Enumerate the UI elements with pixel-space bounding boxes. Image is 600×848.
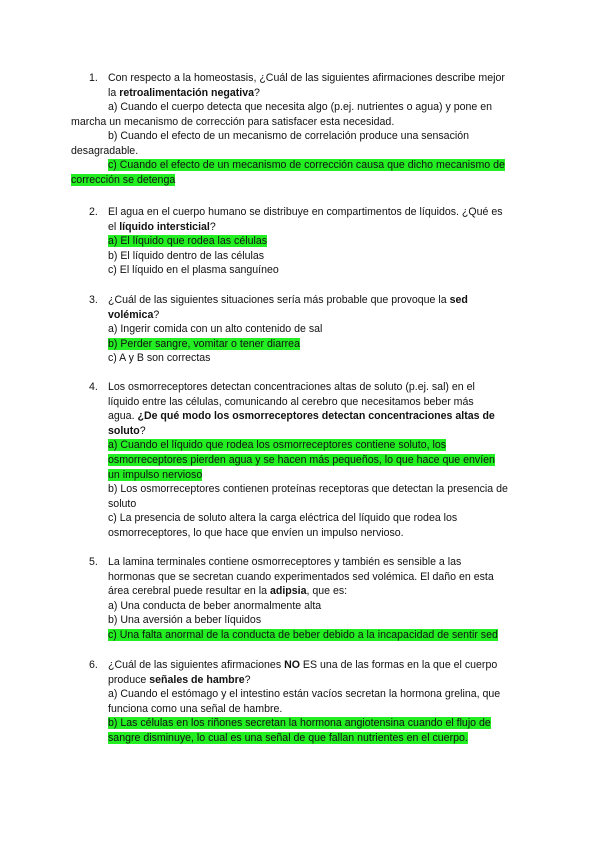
option-c-cont: osmorreceptores, lo que hace que envíen un impulso nervioso. [108,526,404,539]
question-stem: el líquido intersticial? [108,220,216,233]
question-number: 3. [89,294,98,306]
option-b-cont: sangre disminuye, lo cual es una señal de que fallan nutrientes en el cuerpo. [108,731,468,744]
option-c: c) La presencia de soluto altera la carga eléctrica del líquido que rodea los [108,512,458,525]
question-number: 1. [89,72,98,84]
option-b: b) Una aversión a beber líquidos [108,614,262,627]
option-a-cont: funciona como una señal de hambre. [108,702,283,715]
question-stem: hormonas que se secretan cuando experimentados sed volémica. El daño en esta [108,570,494,583]
question-stem: produce señales de hambre? [108,673,251,686]
negation-term: NO [284,659,300,671]
question-stem: ¿Cuál de las siguientes situaciones sería más probable que provoque la sed [108,294,468,306]
question-stem: área cerebral puede resultar en la adipsia, que es: [108,585,348,598]
option-a-correct: a) El líquido que rodea las células [108,235,268,248]
option-a: a) Cuando el estómago y el intestino están vacíos secretan la hormona grelina, que [108,688,501,701]
key-question: ¿De qué modo los osmorreceptores detectan concentraciones altas de [137,410,495,423]
question-2 [89,205,526,278]
question-5 [89,555,526,643]
question-number: 4. [89,381,98,393]
question-number: 5. [89,556,98,568]
question-stem: ¿Cuál de las siguientes afirmaciones NO ES una de las formas en la que el cuerpo [108,659,498,671]
question-stem: líquido entre las células, comunicando al cerebro que necesitamos beber más [108,395,474,408]
option-a-correct: a) Cuando el líquido que rodea los osmorreceptores contiene soluto, los [108,439,447,452]
option-a: a) Cuando el cuerpo detecta que necesita algo (p.ej. nutrientes o agua) y pone en [108,101,492,113]
option-a-cont: marcha un mecanismo de corrección para satisfacer esta necesidad. [71,115,395,128]
key-term: retroalimentación negativa [119,86,255,99]
option-b-correct: b) Perder sangre, vomitar o tener diarrea [108,337,300,350]
question-stem: volémica? [108,308,160,321]
option-b-cont: desagradable. [71,144,139,157]
question-stem: El agua en el cuerpo humano se distribuye en compartimentos de líquidos. ¿Qué es [108,206,503,218]
option-b-cont: soluto [108,497,137,510]
question-number: 6. [89,659,98,671]
question-stem: soluto? [108,424,146,437]
question-stem: Con respecto a la homeostasis, ¿Cuál de las siguientes afirmaciones describe mejor [108,72,505,84]
key-term: adipsia [269,585,307,598]
question-stem: agua. ¿De qué modo los osmorreceptores detectan concentraciones altas de [108,410,495,423]
key-term: señales de hambre [149,673,245,686]
question-stem: La lamina terminales contiene osmorreceptores y también es sensible a las [108,556,462,568]
option-a-cont: osmorreceptores pierden agua y se hacen más pequeños, lo que hace que envíen [108,453,495,466]
question-3 [89,293,526,366]
option-c: c) El líquido en el plasma sanguíneo [108,264,279,277]
option-a: a) Una conducta de beber anormalmente alta [108,599,322,612]
question-stem: Los osmorreceptores detectan concentraciones altas de soluto (p.ej. sal) en el [108,381,475,393]
question-stem: la retroalimentación negativa? [108,86,260,99]
option-c: c) A y B son correctas [108,352,211,365]
key-term: volémica [108,308,154,321]
option-c-correct: c) Cuando el efecto de un mecanismo de corrección causa que dicho mecanismo de [108,159,505,172]
option-a-cont: un impulso nervioso [108,468,203,481]
option-a: a) Ingerir comida con un alto contenido de sal [108,323,323,336]
question-1 [89,71,526,100]
question-4 [89,380,526,541]
option-b: b) Cuando el efecto de un mecanismo de correlación produce una sensación [108,130,469,143]
option-b: b) Los osmorreceptores contienen proteínas receptoras que detectan la presencia de [108,483,508,496]
key-term: líquido intersticial [119,220,210,233]
question-number: 2. [89,206,98,218]
key-question: soluto [108,424,140,437]
question-6 [89,658,526,746]
option-c-cont: corrección se detenga [71,173,176,186]
question-1-options [71,100,527,188]
option-b-correct: b) Las células en los riñones secretan la hormona angiotensina cuando el flujo de [108,717,491,730]
option-c-correct: c) Una falta anormal de la conducta de beber debido a la incapacidad de sentir sed [108,628,498,641]
key-term: sed [449,294,468,306]
option-b: b) El líquido dentro de las células [108,249,265,262]
